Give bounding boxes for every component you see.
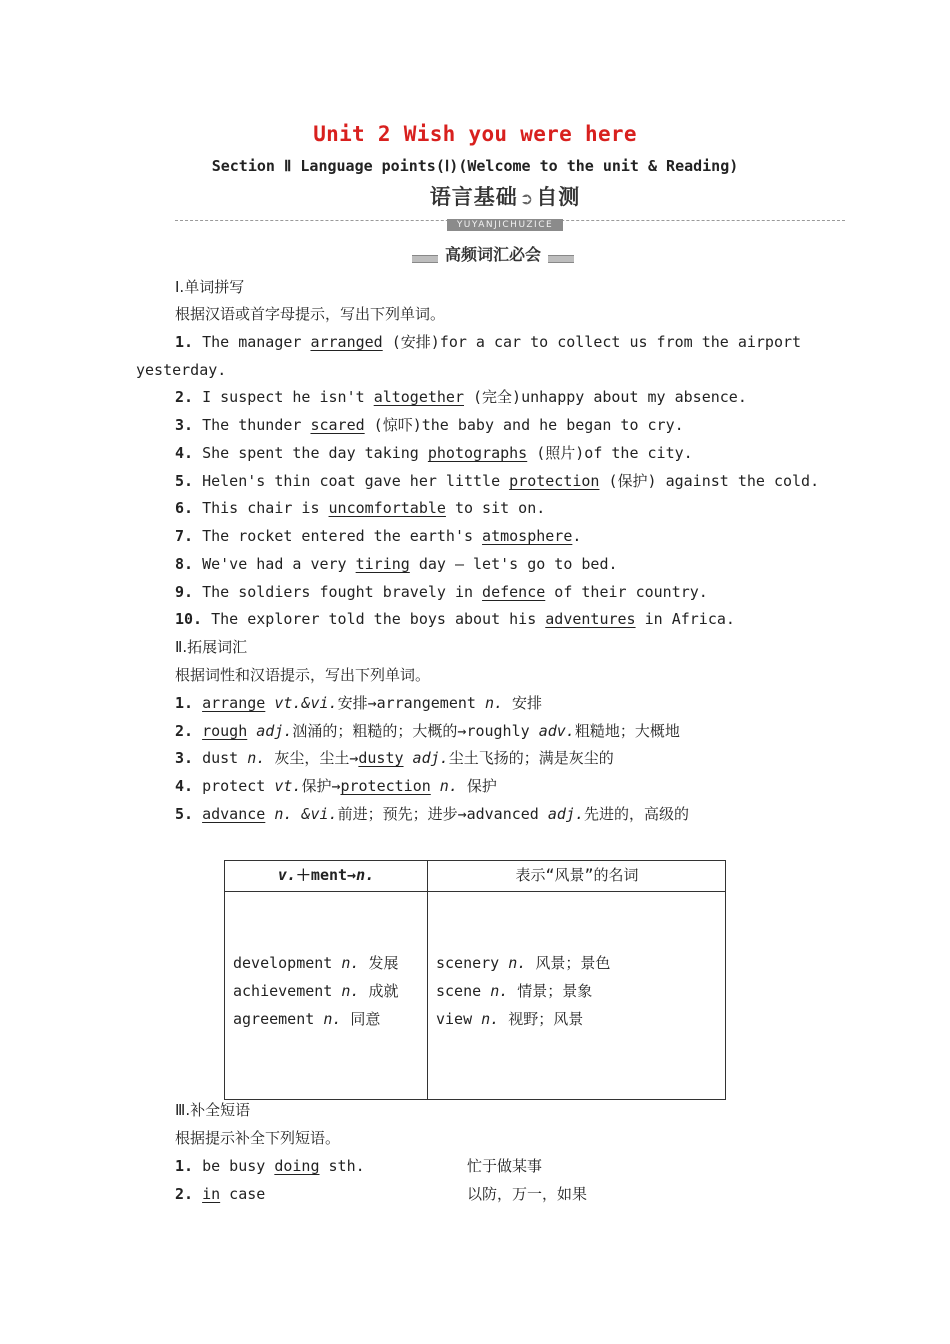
item-text: The thunder [193, 416, 311, 434]
item-text: be busy [193, 1157, 275, 1175]
part-of-speech: n. [508, 954, 527, 972]
item-text [193, 1185, 202, 1203]
part-of-speech: n. &vi. [265, 805, 338, 823]
part-of-speech: n. [247, 749, 266, 767]
exercise-item [175, 443, 693, 463]
header-text: v. [277, 866, 296, 884]
item-text: dust [193, 749, 248, 767]
answer-word: defence [482, 583, 546, 601]
exercise-item [175, 554, 618, 574]
exercise-item [175, 609, 735, 629]
table-row [436, 977, 610, 1005]
answer-word: atmosphere [482, 527, 573, 545]
item-text: of their country. [545, 583, 708, 601]
item-text: (照片)of the city. [527, 444, 693, 462]
item-number: 5. [175, 472, 194, 490]
phrase-item [175, 1184, 265, 1204]
part3-heading: Ⅲ.补全短语 [175, 1101, 251, 1119]
table-row [436, 949, 610, 977]
item-number: 3. [175, 416, 194, 434]
part-of-speech: vt.&vi. [265, 694, 338, 712]
cell-meaning: 同意 [341, 1010, 381, 1028]
table-column-divider [427, 861, 428, 1099]
table-row [233, 949, 398, 977]
table-row [233, 977, 398, 1005]
part-of-speech: n. [481, 1010, 500, 1028]
answer-word: protection [509, 472, 600, 490]
item-text: case [220, 1185, 266, 1203]
item-text: 汹涌的；粗糙的；大概的→roughly [292, 722, 539, 740]
table-cell [436, 949, 610, 1033]
item-number: 6. [175, 499, 194, 517]
item-number: 2. [175, 1185, 194, 1203]
item-text: This chair is [193, 499, 329, 517]
answer-word: protection [340, 777, 431, 795]
header-text: ＋ment→ [295, 866, 357, 884]
item-text: 保护 [457, 777, 497, 795]
cell-word: agreement [233, 1010, 324, 1028]
item-number: 1. [175, 333, 194, 351]
answer-word: photographs [427, 444, 528, 462]
item-text: 尘土飞扬的；满是灰尘的 [448, 749, 614, 767]
table-cell [233, 949, 398, 1033]
answer-word: arrange [202, 694, 266, 712]
item-text: The explorer told the boys about his [202, 610, 546, 628]
item-text: sth. [319, 1157, 365, 1175]
answer-word: tiring [355, 555, 410, 573]
item-number: 7. [175, 527, 194, 545]
exercise-item [175, 415, 684, 435]
table-row [436, 1005, 610, 1033]
item-number: 2. [175, 388, 194, 406]
item-text: The manager [193, 333, 311, 351]
cell-meaning: 成就 [359, 982, 399, 1000]
exercise-item [175, 387, 747, 407]
item-text: (保护) against the cold. [599, 472, 820, 490]
part1-heading: Ⅰ.单词拼写 [175, 278, 245, 296]
cell-word: achievement [233, 982, 342, 1000]
item-number: 8. [175, 555, 194, 573]
banner-text-b: 自测 [536, 185, 581, 209]
sub-banner-label: 高频词汇必会 [438, 244, 548, 266]
item-number: 2. [175, 722, 194, 740]
part-of-speech: n. [323, 1010, 342, 1028]
exercise-item [175, 582, 708, 602]
item-text: 前进；预先；进步→advanced [337, 805, 548, 823]
table-header-col1 [225, 865, 427, 885]
item-text: The rocket entered the earth's [193, 527, 483, 545]
answer-word: altogether [373, 388, 464, 406]
part-of-speech: adj. [403, 749, 449, 767]
answer-word: scared [310, 416, 365, 434]
item-text: 灰尘，尘土→ [265, 749, 359, 767]
part3-instruction: 根据提示补全下列短语。 [175, 1129, 341, 1147]
item-text: I suspect he isn't [193, 388, 374, 406]
item-number: 4. [175, 444, 194, 462]
section-subtitle: Section Ⅱ Language points(Ⅰ)(Welcome to the unit & Reading) [211, 157, 739, 175]
vocab-item [175, 776, 497, 796]
part-of-speech: n. [484, 694, 504, 712]
part2-instruction: 根据词性和汉语提示，写出下列单词。 [175, 666, 431, 684]
cell-word: scenery [436, 954, 509, 972]
exercise-item [175, 498, 545, 518]
part-of-speech: adj. [547, 805, 584, 823]
vocab-item [175, 804, 689, 824]
phrase-meaning: 忙于做某事 [467, 1157, 543, 1175]
part1-instruction: 根据汉语或首字母提示，写出下列单词。 [175, 305, 446, 323]
item-number: 5. [175, 805, 194, 823]
cell-word: scene [436, 982, 491, 1000]
part-of-speech: adj. [247, 722, 293, 740]
item-text: (惊吓)the baby and he began to cry. [364, 416, 684, 434]
item-text: day — let's go to bed. [409, 555, 618, 573]
item-text: 先进的，高级的 [584, 805, 690, 823]
cell-meaning: 情景；景象 [508, 982, 593, 1000]
table-row [233, 1005, 398, 1033]
header-text: n. [356, 866, 375, 884]
item-text: . [572, 527, 582, 545]
page-title: Unit 2 Wish you were here [313, 122, 637, 146]
item-text: We've had a very [193, 555, 356, 573]
item-text: Helen's thin coat gave her little [193, 472, 510, 490]
answer-word: advance [202, 805, 266, 823]
item-number: 1. [175, 694, 194, 712]
item-text: protect [193, 777, 275, 795]
item-text: 安排 [503, 694, 543, 712]
part-of-speech: n. [341, 954, 360, 972]
section-banner [420, 184, 590, 230]
table-header-divider [225, 891, 725, 892]
cell-word: view [436, 1010, 482, 1028]
item-text: 保护→ [301, 777, 341, 795]
answer-word: uncomfortable [328, 499, 446, 517]
answer-word: arranged [310, 333, 383, 351]
part-of-speech: n. [430, 777, 458, 795]
arrow-icon: ➲ [519, 189, 535, 208]
exercise-item [175, 526, 581, 546]
item-text: to sit on. [445, 499, 546, 517]
item-text: (完全)unhappy about my absence. [464, 388, 747, 406]
phrase-meaning: 以防，万一，如果 [467, 1185, 588, 1203]
answer-word: dusty [358, 749, 404, 767]
item-number: 4. [175, 777, 194, 795]
cell-meaning: 风景；景色 [526, 954, 611, 972]
table-header-col2: 表示“风景”的名词 [515, 866, 639, 884]
item-continuation: yesterday. [136, 361, 227, 379]
item-number: 1. [175, 1157, 194, 1175]
sub-banner [412, 242, 574, 268]
item-text: She spent the day taking [193, 444, 428, 462]
cell-word: development [233, 954, 342, 972]
cell-meaning: 发展 [359, 954, 399, 972]
vocab-item [175, 748, 614, 768]
answer-word: adventures [545, 610, 636, 628]
vocab-table [224, 860, 726, 1100]
item-text: The soldiers fought bravely in [193, 583, 483, 601]
answer-word: rough [202, 722, 248, 740]
part-of-speech: n. [490, 982, 509, 1000]
answer-word: in [202, 1185, 221, 1203]
part-of-speech: vt. [274, 777, 302, 795]
part2-heading: Ⅱ.拓展词汇 [175, 638, 248, 656]
banner-subtitle: YUYANJICHUZICE [447, 219, 563, 231]
item-number: 10. [175, 610, 203, 628]
item-text: 粗糙地；大概地 [574, 722, 680, 740]
item-text: in Africa. [635, 610, 735, 628]
vocab-item [175, 721, 680, 741]
cell-meaning: 视野；风景 [499, 1010, 584, 1028]
vocab-item [175, 693, 542, 713]
item-number: 9. [175, 583, 194, 601]
part-of-speech: adv. [538, 722, 575, 740]
item-number: 3. [175, 749, 194, 767]
item-text: 安排→arrangement [337, 694, 485, 712]
part-of-speech: n. [341, 982, 360, 1000]
item-text: (安排)for a car to collect us from the airport [382, 333, 802, 351]
banner-text-a: 语言基础 [429, 185, 518, 209]
phrase-item [175, 1156, 365, 1176]
exercise-item [175, 471, 819, 491]
answer-word: doing [274, 1157, 320, 1175]
exercise-item [175, 332, 801, 352]
